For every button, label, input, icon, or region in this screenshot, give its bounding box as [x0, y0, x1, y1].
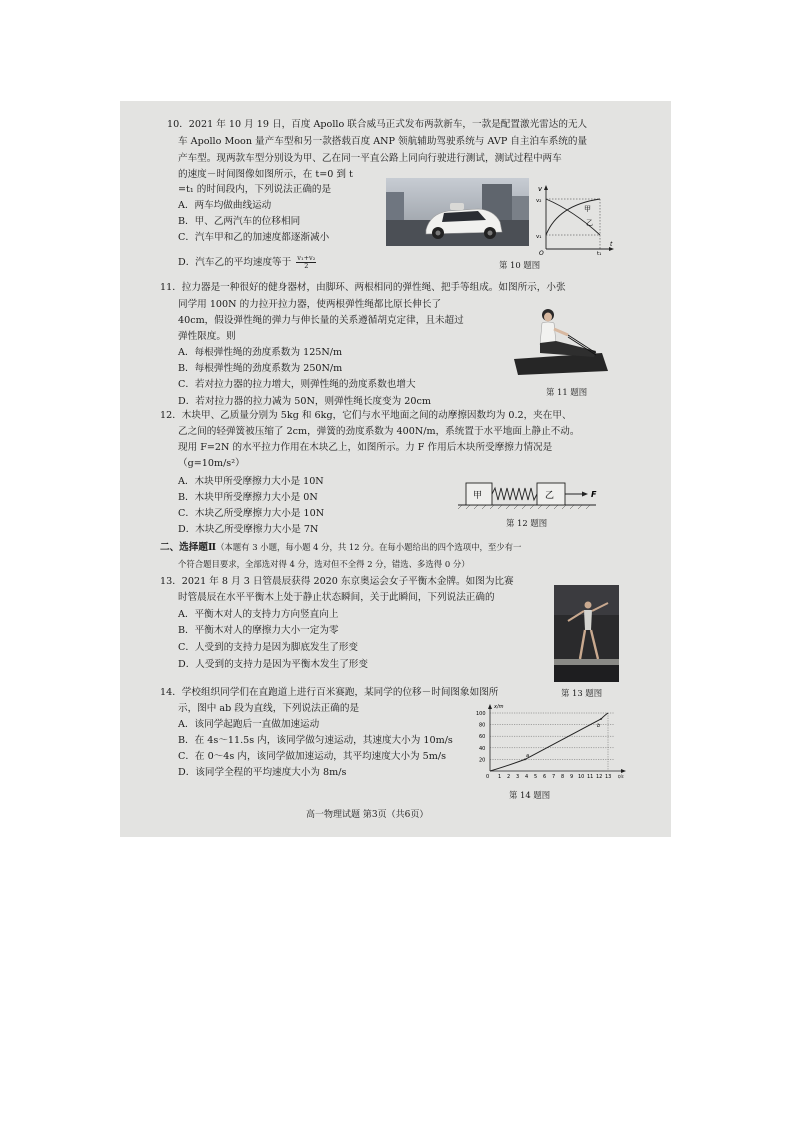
q14-point-a-label: a [526, 753, 530, 759]
q14-x-tick-8: 8 [561, 774, 565, 780]
q10-v-axis-arrow-icon [544, 185, 548, 190]
q14-caption: 第 14 题图 [509, 790, 551, 800]
car-photo [386, 178, 529, 246]
q10-line-2: 车 Apollo Moon 量产车型和另一款搭载百度 ANP 领航辅助驾驶系统与 AVP 自主泊车系统的量 [178, 136, 588, 147]
q10-t1-label: t₁ [597, 251, 602, 255]
q13-balance-beam [554, 659, 619, 665]
q14-x-tick-7: 7 [552, 774, 556, 780]
q14-point-b-label: b [597, 723, 601, 729]
q14-displacement-curve [490, 713, 608, 771]
q14-option-a: A．该同学起跑后一直做加速运动 [178, 719, 320, 730]
q14-option-d: D．该同学全程的平均速度大小为 8m/s [178, 767, 347, 778]
section-2-title: 二、选择题Ⅱ [160, 542, 217, 553]
q14-option-b: B．在 4s～11.5s 内，该同学做匀速运动，其速度大小为 10m/s [178, 735, 453, 746]
section-2-note-1: （本题有 3 小题，每小题 4 分，共 12 分。在每小题给出的四个选项中，至少有一 [216, 542, 522, 552]
q11-exerciser-photo [504, 299, 614, 377]
q11-caption: 第 11 题图 [546, 387, 588, 397]
q11-option-a: A．每根弹性绳的劲度系数为 125N/m [178, 347, 343, 358]
q10-option-c: C．汽车甲和乙的加速度都逐渐减小 [178, 232, 330, 243]
q10-v-label: v [538, 185, 543, 193]
q10-origin-label: O [539, 250, 544, 255]
q14-x-tick-1: 1 [498, 774, 502, 780]
q11-line-3: 40cm，假设弹性绳的弹力与伸长量的关系遵循胡克定律，且未超过 [178, 315, 464, 326]
section-2-title-line [160, 541, 521, 554]
q13-line-1: 13．2021 年 8 月 3 日管晨辰获得 2020 东京奥运会女子平衡木金牌。如图为比赛 [160, 576, 514, 587]
section-2-note-2: 个符合题目要求，全部选对得 4 分，选对但不全得 2 分，错选、多选得 0 分） [178, 559, 470, 569]
q14-y-arrow-icon [488, 704, 492, 709]
q12-option-b: B．木块甲所受摩擦力大小是 0N [178, 492, 318, 503]
q10-curve-jia [546, 199, 600, 235]
q14-option-c: C．在 0～4s 内，该同学做加速运动，其平均速度大小为 5m/s [178, 751, 447, 762]
q10-caption: 第 10 题图 [499, 260, 541, 270]
q14-t-arrow-icon [621, 769, 626, 773]
q10-line-5: =t₁ 的时间段内，下列说法正确的是 [178, 184, 332, 195]
q12-line-1: 12．木块甲、乙质量分别为 5kg 和 6kg，它们与水平地面之间的动摩擦因数均为 0.2，夹在甲、 [160, 410, 572, 421]
q11-line-4: 弹性限度。则 [178, 331, 236, 342]
q10-option-a: A．两车均做曲线运动 [178, 200, 272, 211]
q14-y-tick-80: 80 [479, 722, 486, 729]
q10-line-4: 的速度－时间图像如图所示，在 t=0 到 t [178, 169, 353, 180]
q13-caption: 第 13 题图 [561, 688, 603, 698]
q10-v2-label: v₂ [536, 198, 542, 204]
q12-block-yi-label: 乙 [545, 491, 555, 501]
q11-line-1: 11．拉力器是一种很好的健身器材，由脚环、两根相同的弹性绳、把手等组成。如图所示，小张 [160, 282, 566, 293]
q14-x-ticks [486, 774, 611, 780]
q11-option-b: B．每根弹性绳的劲度系数为 250N/m [178, 363, 343, 374]
q14-x-tick-5: 5 [534, 774, 538, 780]
q14-y-tick-20: 20 [479, 757, 486, 764]
q11-line-2: 同学用 100N 的力拉开拉力器，使两根弹性绳都比原长伸长了 [178, 299, 442, 310]
q13-gymnast-photo [554, 585, 619, 682]
q10-t-label: t [610, 241, 613, 248]
q12-line-4: （g=10m/s²） [178, 458, 245, 469]
q12-ground-hatch [458, 505, 590, 509]
q14-x-tick-0: 0 [486, 774, 490, 780]
q13-option-d: D．人受到的支持力是因为平衡木发生了形变 [178, 659, 368, 670]
q14-x-tick-10: 10 [578, 774, 585, 780]
q14-x-tick-3: 3 [516, 774, 520, 780]
q13-option-b: B．平衡木对人的摩擦力大小一定为零 [178, 625, 339, 636]
q13-line-2: 时管晨辰在水平平衡木上处于静止状态瞬间，关于此瞬间，下列说法正确的 [178, 592, 495, 603]
q12-block-jia-label: 甲 [473, 491, 483, 501]
q12-line-2: 乙之间的轻弹簧被压缩了 2cm，弹簧的劲度系数为 400N/m，系统置于水平地面上静止不动。 [178, 426, 580, 437]
q12-spring [492, 488, 537, 500]
q10-fraction [296, 255, 316, 270]
q14-xt-graph [474, 701, 634, 781]
q14-x-tick-4: 4 [525, 774, 529, 780]
q14-line-1: 14．学校组织同学们在直跑道上进行百米赛跑，某同学的位移－时间图象如图所 [160, 687, 499, 698]
q13-option-c: C．人受到的支持力是因为脚底发生了形变 [178, 642, 359, 653]
q14-x-tick-11: 11 [587, 774, 594, 780]
q14-x-tick-2: 2 [507, 774, 511, 780]
q10-jia-label: 甲 [584, 205, 591, 213]
q10-option-b: B．甲、乙两汽车的位移相同 [178, 216, 301, 227]
q14-x-label: t/s [618, 775, 624, 780]
q10-v1-label: v₁ [536, 234, 542, 240]
exam-page-photo [120, 101, 671, 837]
q11-option-c: C．若对拉力器的拉力增大，则弹性绳的劲度系数也增大 [178, 379, 416, 390]
q10-line-1: 10．2021 年 10 月 19 日，百度 Apollo 联合威马正式发布两款新车，一款是配置激光雷达的无人 [167, 119, 588, 130]
q12-option-d: D．木块乙所受摩擦力大小是 7N [178, 524, 319, 535]
q10-option-d-text: D．汽车乙的平均速度等于 [178, 257, 292, 268]
q12-force-label: F [591, 490, 597, 499]
q12-option-a: A．木块甲所受摩擦力大小是 10N [178, 476, 324, 487]
q10-fraction-numerator: v₁+v₂ [297, 254, 316, 262]
q14-x-tick-9: 9 [570, 774, 574, 780]
q13-option-a: A．平衡木对人的支持力方向竖直向上 [178, 609, 339, 620]
q14-y-tick-100: 100 [476, 711, 486, 717]
car-photo-image [386, 178, 529, 246]
q12-force-arrow-icon [582, 492, 588, 497]
q10-fraction-denominator: 2 [304, 262, 309, 270]
q12-line-3: 现用 F=2N 的水平拉力作用在木块乙上，如图所示。力 F 作用后木块所受摩擦力情况是 [178, 442, 553, 453]
q14-line-2: 示，图中 ab 段为直线，下列说法正确的是 [178, 703, 360, 714]
page-footer: 高一物理试题 第3页（共6页） [306, 810, 429, 820]
q14-y-tick-60: 60 [479, 734, 486, 741]
q11-option-d: D．若对拉力器的拉力减为 50N，则弹性绳长度变为 20cm [178, 396, 431, 407]
q10-vt-graph [534, 183, 616, 255]
q12-caption: 第 12 题图 [506, 518, 548, 528]
q14-x-tick-12: 12 [596, 774, 603, 780]
q10-curve-yi [546, 199, 600, 235]
q14-point-b [600, 718, 602, 720]
q14-y-tick-40: 40 [479, 745, 486, 752]
q14-y-label: x/m [494, 704, 504, 710]
q10-yi-label: 乙 [586, 219, 593, 227]
q12-blocks-diagram [456, 475, 616, 511]
q14-x-tick-6: 6 [543, 774, 547, 780]
q10-option-d [178, 255, 316, 270]
q10-line-3: 产车型。现两款车型分别设为甲、乙在同一平直公路上同向行驶进行测试，测试过程中两车 [178, 153, 562, 164]
q12-option-c: C．木块乙所受摩擦力大小是 10N [178, 508, 325, 519]
q14-x-tick-13: 13 [605, 774, 612, 780]
